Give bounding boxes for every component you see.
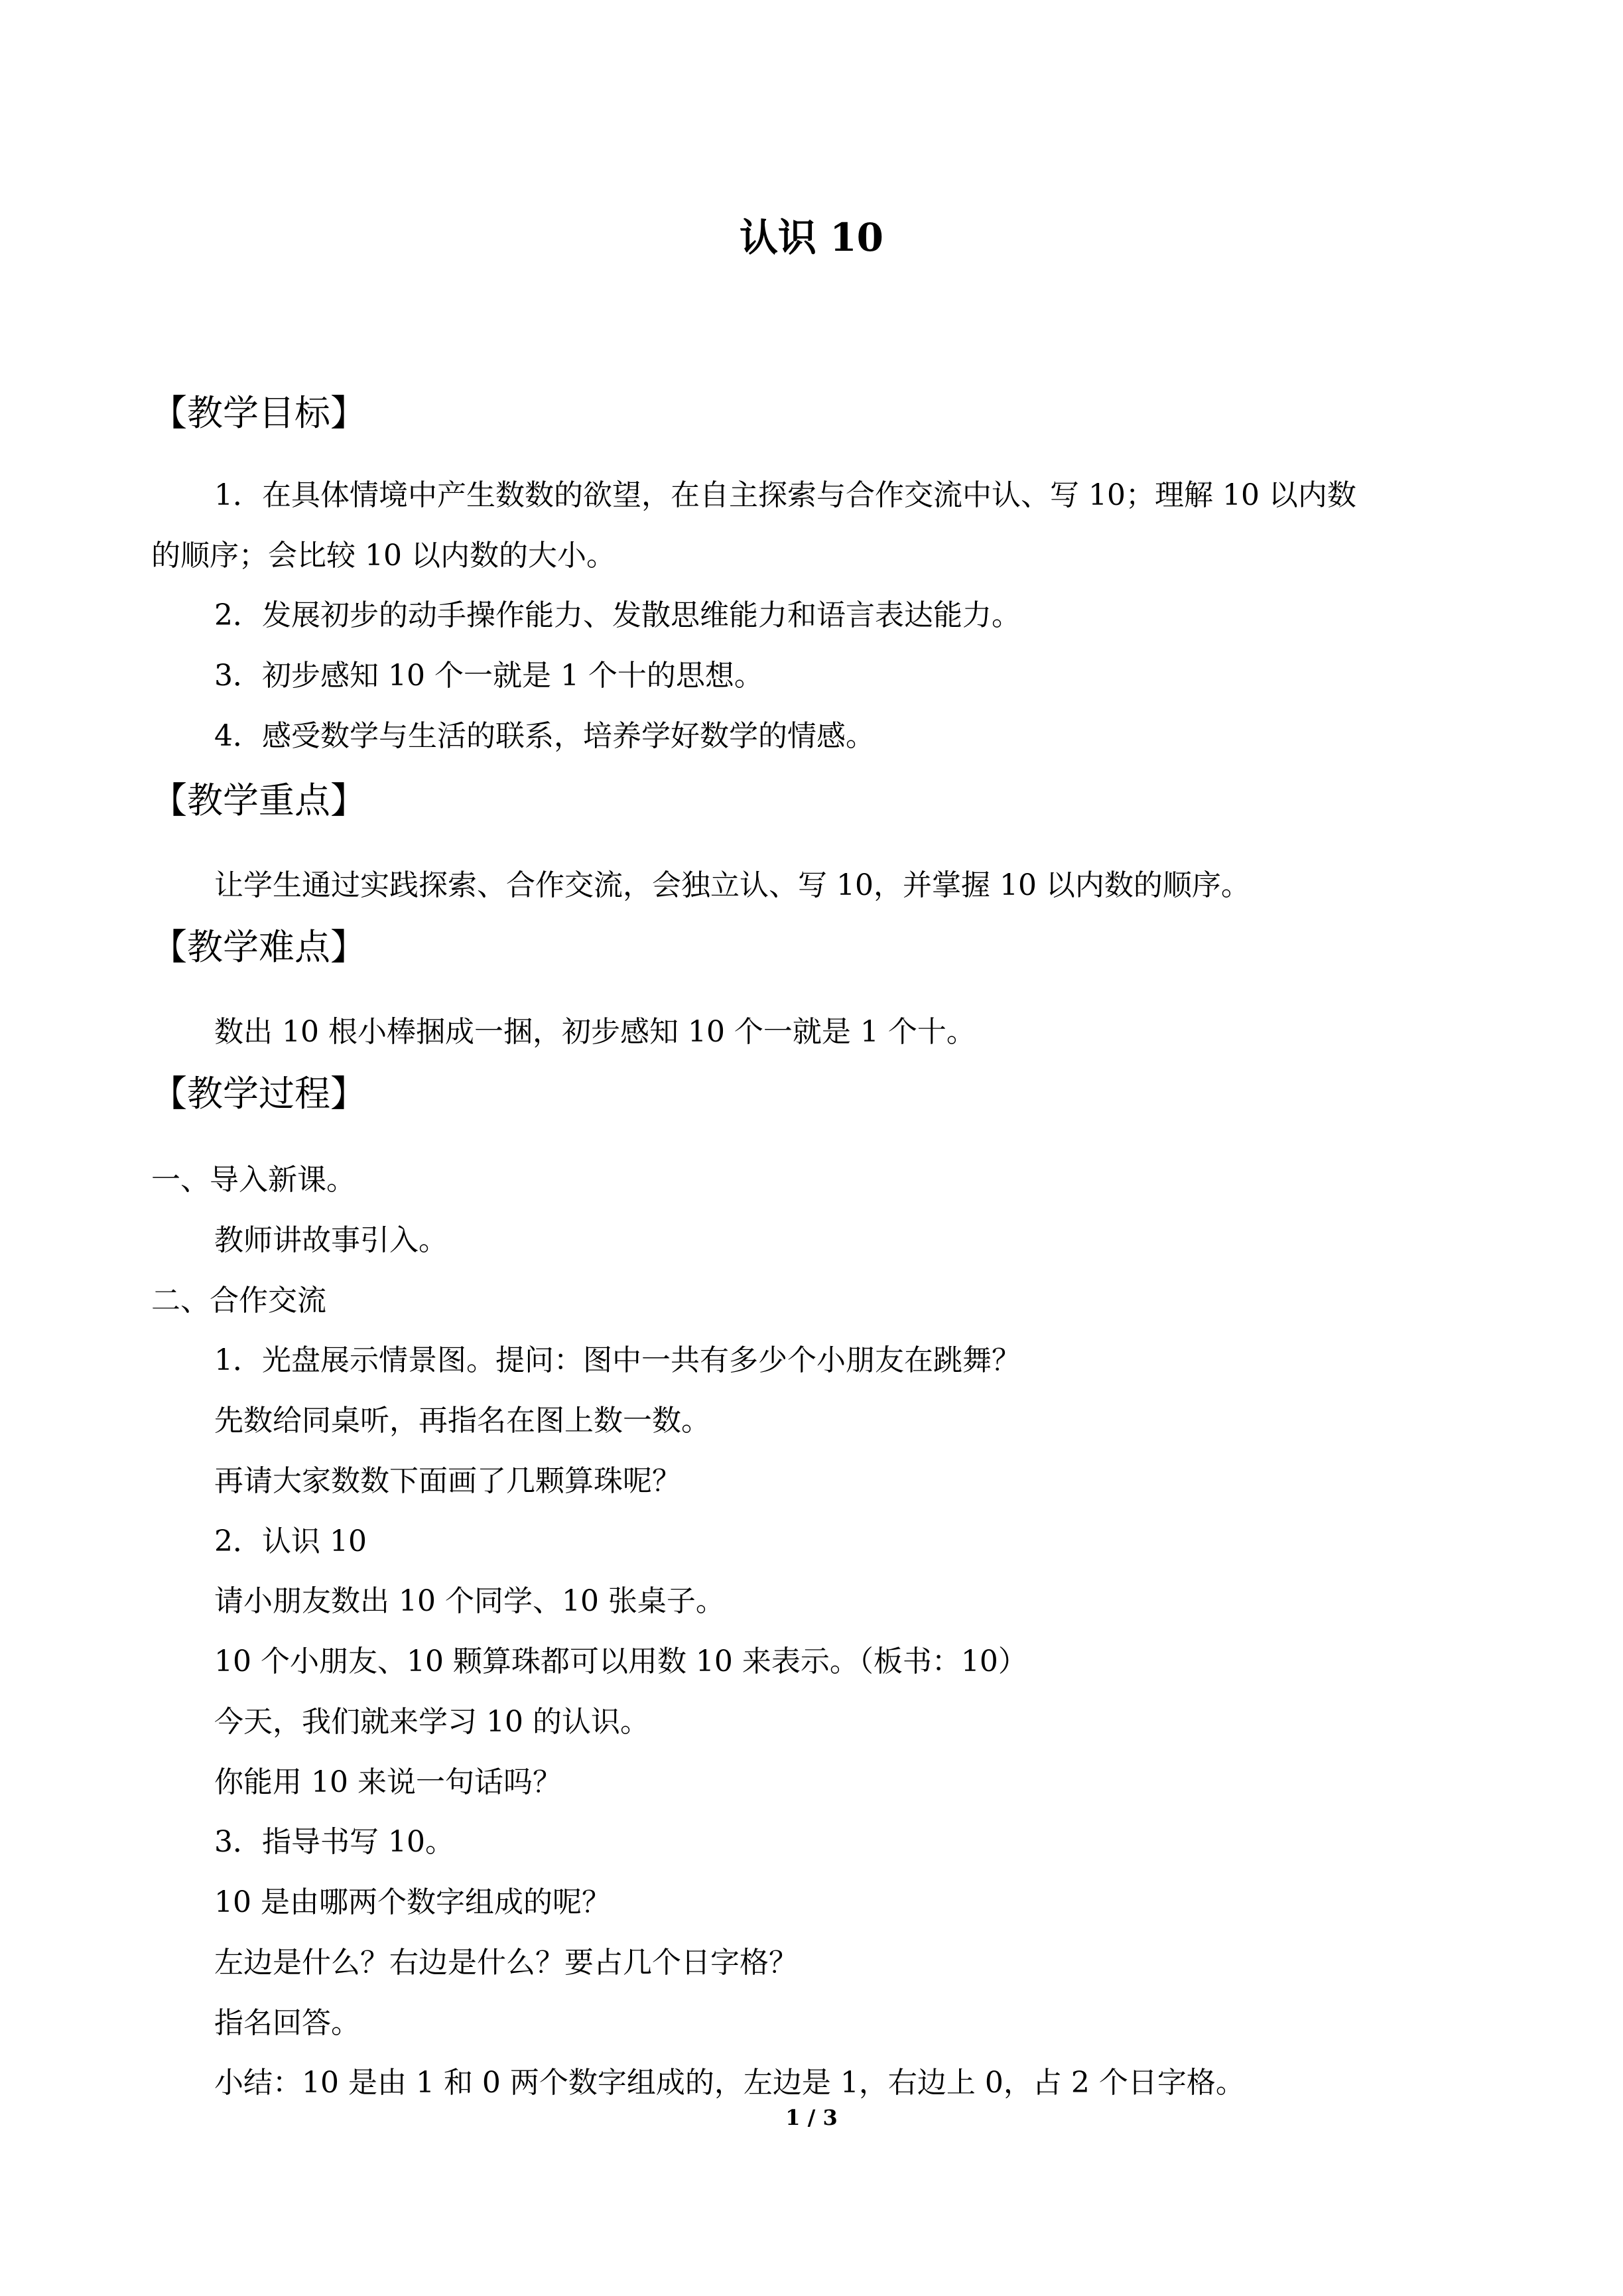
process-line-14: 左边是什么？右边是什么？要占几个日字格？	[214, 1946, 798, 1980]
difficulties-text: 数出 10 根小棒捆成一捆，初步感知 10 个一就是 1 个十。	[214, 1015, 976, 1049]
process-line-6: 再请大家数数下面画了几颗算珠呢？	[214, 1464, 681, 1498]
heading-difficulties: 【教学难点】	[151, 926, 366, 968]
process-line-10: 今天，我们就来学习 10 的认识。	[214, 1705, 649, 1739]
process-line-8: 请小朋友数出 10 个同学、10 张桌子。	[214, 1584, 725, 1618]
process-line-3: 二、合作交流	[151, 1284, 326, 1317]
process-line-4: 1．光盘展示情景图。提问：图中一共有多少个小朋友在跳舞？	[214, 1343, 1021, 1377]
goal-item-2: 2．发展初步的动手操作能力、发散思维能力和语言表达能力。	[214, 598, 1021, 632]
goal-item-3: 3．初步感知 10 个一就是 1 个十的思想。	[214, 659, 763, 693]
process-line-7: 2．认识 10	[214, 1524, 367, 1558]
goal-item-4: 4．感受数学与生活的联系，培养学好数学的情感。	[214, 719, 875, 753]
process-line-11: 你能用 10 来说一句话吗？	[214, 1765, 562, 1799]
goal-item-1: 1．在具体情境中产生数数的欲望，在自主探索与合作交流中认、写 10；理解 10 以内数	[214, 478, 1356, 512]
process-line-9: 10 个小朋友、10 颗算珠都可以用数 10 来表示。（板书：10）	[214, 1645, 1027, 1678]
key-points-text: 让学生通过实践探索、合作交流，会独立认、写 10，并掌握 10 以内数的顺序。	[214, 868, 1250, 902]
heading-teaching-goals: 【教学目标】	[151, 392, 366, 434]
page-number: 1 / 3	[785, 2105, 838, 2130]
process-line-1: 一、导入新课。	[151, 1163, 356, 1197]
process-line-13: 10 是由哪两个数字组成的呢？	[214, 1885, 611, 1919]
goal-item-1-cont: 的顺序；会比较 10 以内数的大小。	[151, 539, 616, 573]
process-line-2: 教师讲故事引入。	[214, 1223, 448, 1257]
page-title: 认识 10	[740, 215, 883, 260]
heading-key-points: 【教学重点】	[151, 779, 366, 821]
process-line-16: 小结：10 是由 1 和 0 两个数字组成的，左边是 1，右边上 0，占 2 个日字格。	[214, 2066, 1245, 2100]
process-line-5: 先数给同桌听，再指名在图上数一数。	[214, 1404, 710, 1438]
process-line-12: 3．指导书写 10。	[214, 1825, 454, 1859]
heading-process: 【教学过程】	[151, 1073, 366, 1114]
process-line-15: 指名回答。	[214, 2006, 360, 2040]
